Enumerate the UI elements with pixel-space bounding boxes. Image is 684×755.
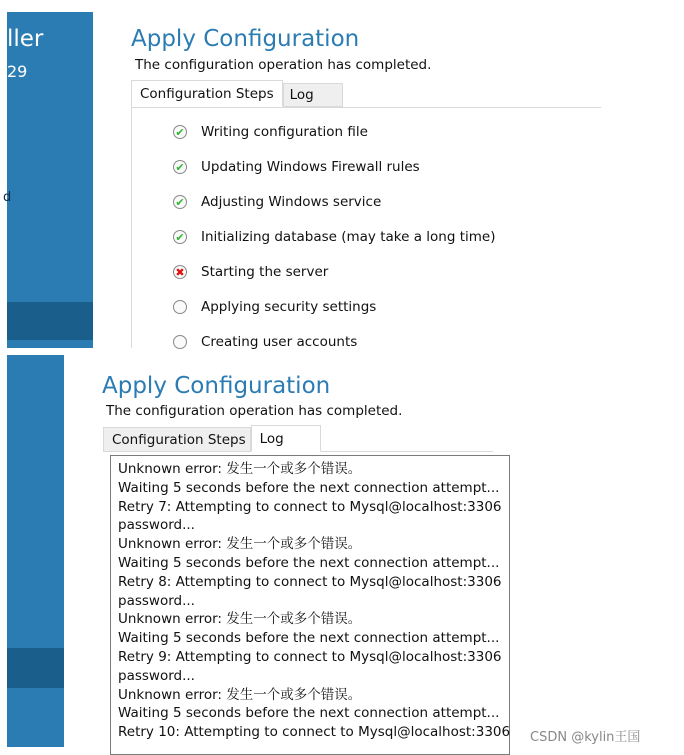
log-line: password... xyxy=(118,667,195,684)
log-line: password... xyxy=(118,517,195,534)
watermark: CSDN @kylin王国 xyxy=(530,730,641,745)
check-icon: ✔ xyxy=(173,125,187,139)
step-label: Updating Windows Firewall rules xyxy=(201,159,420,175)
page-subtitle: The configuration operation has completed. xyxy=(135,57,432,73)
log-line: Unknown error: 发生一个或多个错误。 xyxy=(118,461,362,477)
bottom-screenshot-panel xyxy=(7,355,511,747)
pending-circle-icon xyxy=(173,300,187,314)
step-init-db xyxy=(173,229,495,245)
step-label: Adjusting Windows service xyxy=(201,194,382,210)
step-user-accounts xyxy=(173,334,357,350)
sidebar-version: 29 xyxy=(7,62,28,81)
log-line: Retry 10: Attempting to connect to Mysql@localhost:3306 xyxy=(118,724,511,741)
sidebar-selected-band xyxy=(7,302,93,340)
page-title: Apply Configuration xyxy=(102,373,331,399)
sidebar-selected-band xyxy=(7,648,64,688)
tab-bar xyxy=(131,80,343,107)
log-line: Retry 8: Attempting to connect to Mysql@localhost:3306 xyxy=(118,573,502,590)
page-subtitle: The configuration operation has completed. xyxy=(106,403,403,419)
tab-bar xyxy=(103,425,321,452)
error-icon: ✖ xyxy=(173,265,187,279)
log-line: Waiting 5 seconds before the next connection attempt... xyxy=(118,630,500,647)
check-icon: ✔ xyxy=(173,160,187,174)
tab-panel-border xyxy=(131,108,132,348)
top-screenshot-panel xyxy=(3,12,607,350)
step-windows-service xyxy=(173,194,381,210)
tab-log[interactable]: Log xyxy=(251,425,321,452)
sidebar-item[interactable]: d xyxy=(3,190,12,205)
step-starting-server xyxy=(173,264,328,280)
check-icon: ✔ xyxy=(173,195,187,209)
tab-divider xyxy=(131,107,601,108)
log-line: Retry 9: Attempting to connect to Mysql@localhost:3306 xyxy=(118,648,502,665)
log-line: Waiting 5 seconds before the next connection attempt... xyxy=(118,554,500,571)
tab-log[interactable]: Log xyxy=(283,83,343,107)
log-line: Unknown error: 发生一个或多个错误。 xyxy=(118,536,362,553)
sidebar-title: ller xyxy=(7,26,44,52)
log-line: Waiting 5 seconds before the next connection attempt... xyxy=(118,479,500,496)
log-textarea[interactable] xyxy=(110,455,510,755)
check-icon: ✔ xyxy=(173,230,187,244)
log-line: Unknown error: 发生一个或多个错误。 xyxy=(118,611,362,628)
step-label: Starting the server xyxy=(201,264,329,280)
tab-configuration-steps[interactable]: Configuration Steps xyxy=(103,427,251,452)
pending-circle-icon xyxy=(173,335,187,349)
tab-configuration-steps[interactable]: Configuration Steps xyxy=(131,80,283,107)
page-title: Apply Configuration xyxy=(131,26,360,52)
step-label: Creating user accounts xyxy=(201,334,358,350)
step-label: Applying security settings xyxy=(201,299,377,315)
step-writing-config xyxy=(173,124,368,140)
log-line: Unknown error: 发生一个或多个错误。 xyxy=(118,686,362,703)
sidebar xyxy=(7,355,64,747)
step-firewall xyxy=(173,159,420,175)
step-security xyxy=(173,299,376,315)
log-line: password... xyxy=(118,592,195,609)
sidebar xyxy=(3,12,93,348)
step-label: Initializing database (may take a long time) xyxy=(201,229,496,245)
log-line: Waiting 5 seconds before the next connection attempt... xyxy=(118,705,500,722)
log-line: Retry 7: Attempting to connect to Mysql@localhost:3306 xyxy=(118,498,502,515)
step-label: Writing configuration file xyxy=(201,124,368,140)
